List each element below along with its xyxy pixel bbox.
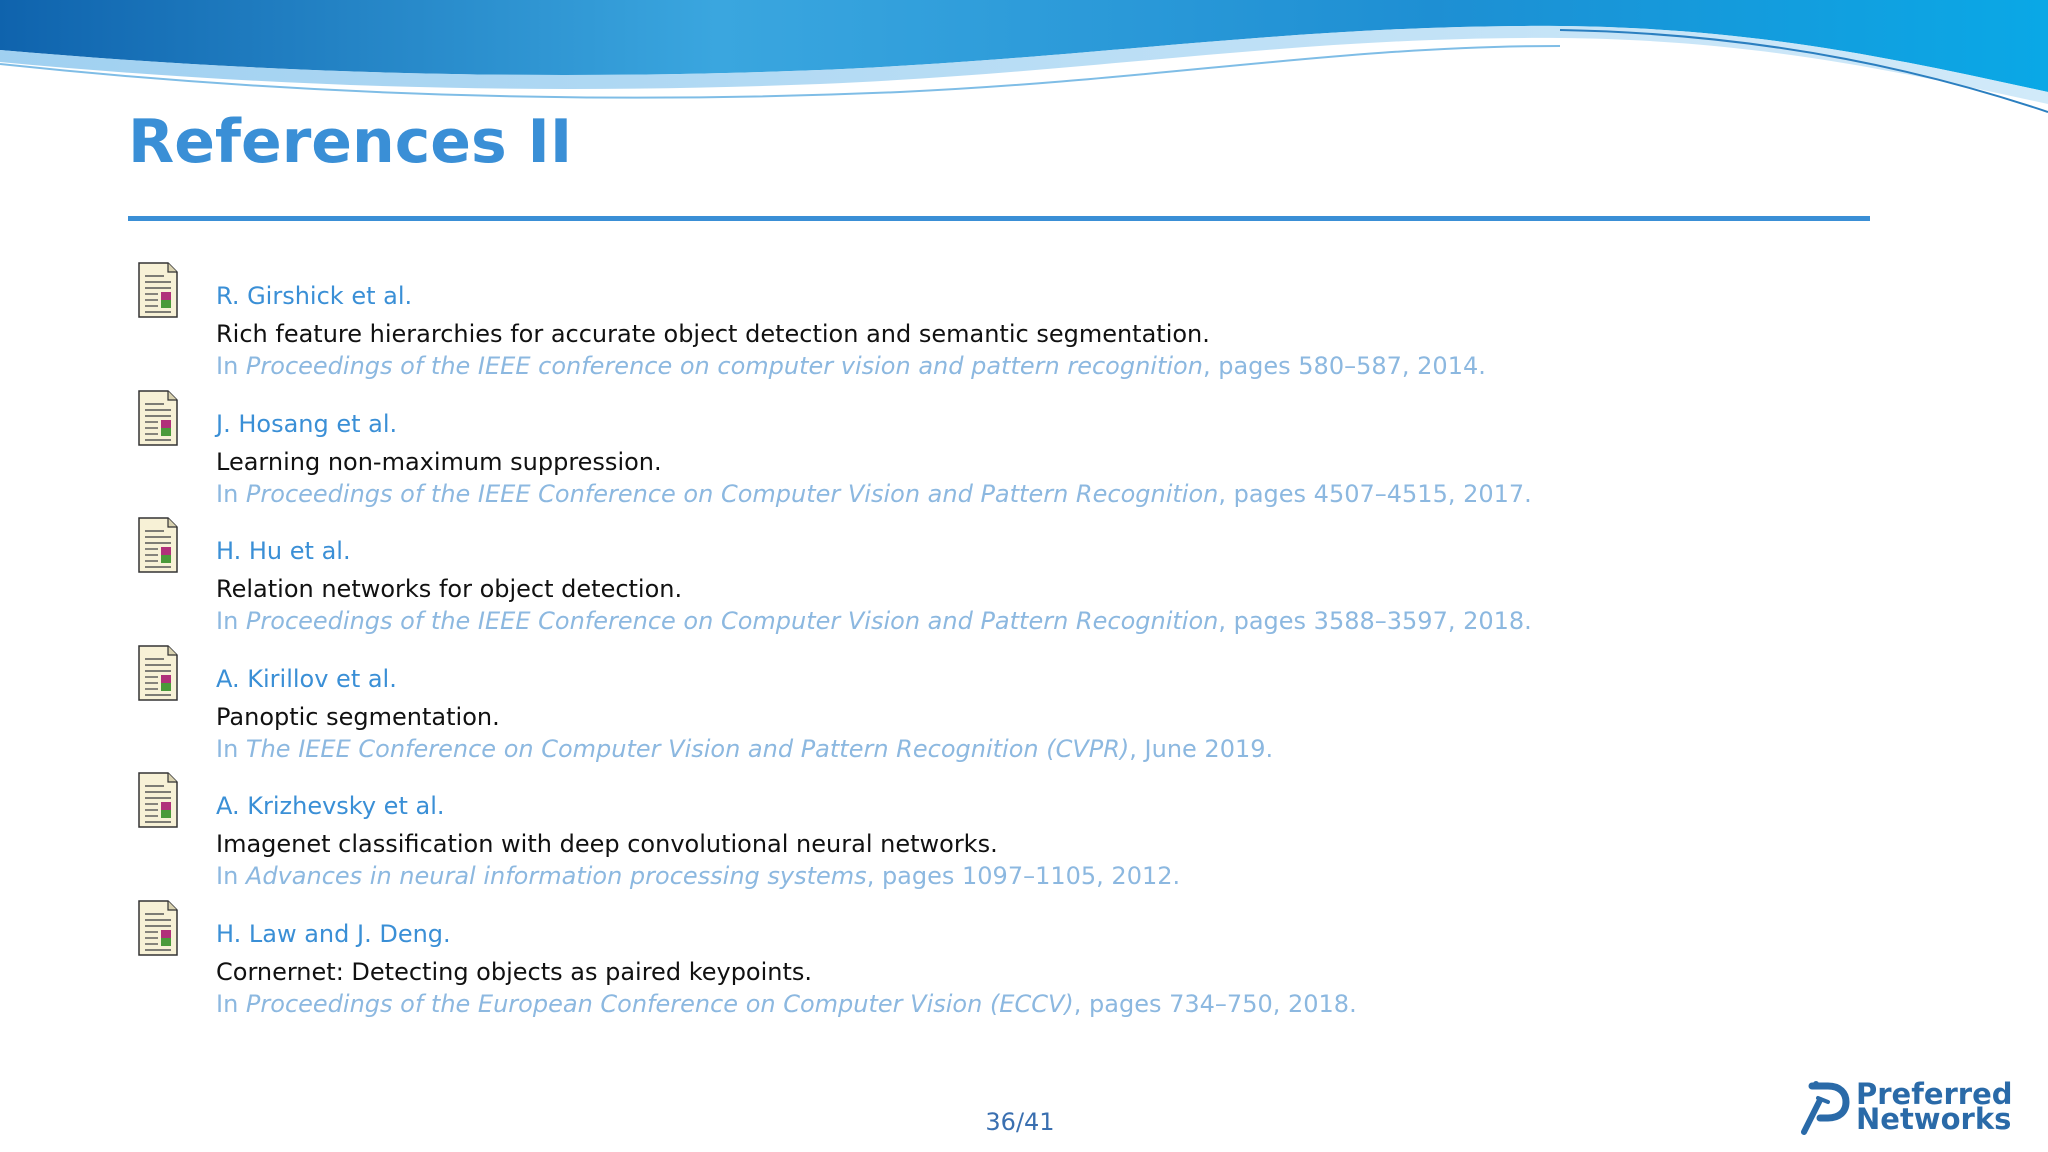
venue-details: , pages 734–750, 2018.	[1073, 989, 1357, 1018]
reference-authors: A. Kirillov et al.	[216, 664, 397, 693]
venue-name: Proceedings of the European Conference on Computer Vision (ECCV)	[245, 989, 1074, 1018]
reference-title: Cornernet: Detecting objects as paired keypoints.	[216, 957, 813, 986]
reference-title: Imagenet classification with deep convolutional neural networks.	[216, 830, 998, 859]
reference-authors: H. Hu et al.	[216, 537, 351, 566]
venue-prefix: In	[216, 862, 246, 891]
venue-details: , pages 3588–3597, 2018.	[1218, 607, 1532, 636]
page-number: 36/41	[985, 1108, 1055, 1136]
reference-venue	[216, 350, 1486, 382]
reference-title: Learning non-maximum suppression.	[216, 447, 662, 476]
article-document-icon	[138, 262, 178, 318]
reference-title: Rich feature hierarchies for accurate object detection and semantic segmentation.	[216, 320, 1210, 348]
title-underline	[128, 216, 1870, 221]
reference-item	[138, 513, 1898, 641]
article-document-icon	[138, 390, 178, 446]
reference-title: Panoptic segmentation.	[216, 702, 500, 731]
venue-prefix: In	[216, 479, 246, 508]
venue-prefix: In	[216, 607, 246, 636]
venue-name: Advances in neural information processing systems	[245, 862, 867, 891]
venue-name: The IEEE Conference on Computer Vision and Pattern Recognition (CVPR)	[245, 734, 1130, 763]
reference-title: Relation networks for object detection.	[216, 575, 683, 604]
reference-venue	[216, 478, 1532, 510]
venue-name: Proceedings of the IEEE Conference on Computer Vision and Pattern Recognition	[245, 607, 1219, 636]
venue-prefix: In	[216, 989, 246, 1018]
reference-item	[138, 768, 1898, 896]
venue-prefix: In	[216, 352, 246, 380]
article-document-icon	[138, 900, 178, 956]
venue-details: , pages 580–587, 2014.	[1202, 352, 1486, 380]
venue-details: , June 2019.	[1129, 734, 1274, 763]
reference-venue	[216, 860, 1180, 892]
reference-item	[138, 258, 1898, 386]
article-document-icon	[138, 517, 178, 573]
reference-authors: A. Krizhevsky et al.	[216, 792, 445, 821]
venue-name: Proceedings of the IEEE conference on computer vision and pattern recognition	[245, 352, 1203, 380]
logo-line-2: Networks	[1856, 1102, 2012, 1136]
article-document-icon	[138, 772, 178, 828]
reference-authors: H. Law and J. Deng.	[216, 919, 451, 948]
reference-venue	[216, 733, 1273, 765]
venue-name: Proceedings of the IEEE Conference on Computer Vision and Pattern Recognition	[245, 479, 1219, 508]
preferred-networks-logo	[1798, 1077, 2024, 1136]
article-document-icon	[138, 645, 178, 701]
reference-authors: J. Hosang et al.	[216, 409, 398, 438]
reference-item	[138, 386, 1898, 514]
reference-venue	[216, 988, 1357, 1020]
logo-wordmark	[1856, 1077, 2013, 1136]
reference-authors: R. Girshick et al.	[216, 282, 413, 310]
pfn-logo-mark-icon	[1798, 1080, 1850, 1136]
venue-prefix: In	[216, 734, 246, 763]
reference-venue	[216, 605, 1532, 637]
reference-list	[138, 258, 1898, 1024]
reference-item	[138, 896, 1898, 1024]
reference-item	[138, 641, 1898, 769]
venue-details: , pages 4507–4515, 2017.	[1218, 479, 1532, 508]
logo-line-1: Preferred	[1856, 1077, 2013, 1111]
venue-details: , pages 1097–1105, 2012.	[866, 862, 1181, 891]
slide-title: References II	[128, 107, 573, 177]
